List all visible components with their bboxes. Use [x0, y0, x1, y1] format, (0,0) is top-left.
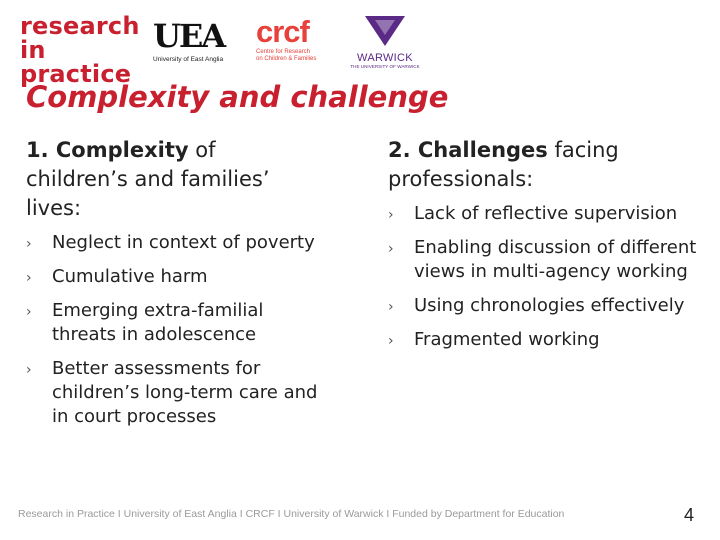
- crcf-logo: [256, 16, 336, 63]
- list-item: [26, 299, 326, 347]
- crcf-logo-mark: crcf: [256, 14, 309, 49]
- right-heading-bold: 2. Challenges: [388, 138, 548, 162]
- right-bullet-list: [388, 202, 708, 352]
- chevron-right-icon: ›: [26, 236, 32, 252]
- chevron-right-icon: ›: [26, 270, 32, 286]
- left-heading-bold: 1. Complexity: [26, 138, 189, 162]
- left-column-heading: [26, 136, 316, 223]
- list-item-text: Emerging extra-familial threats in adolescence: [52, 300, 264, 345]
- list-item: [388, 236, 708, 284]
- list-item-text: Lack of reflective supervision: [414, 203, 678, 224]
- left-heading-rest: of children’s and families’ lives:: [26, 138, 270, 220]
- warwick-logo-subtitle: THE UNIVERSITY OF WARWICK: [350, 64, 420, 69]
- chevron-right-icon: ›: [388, 207, 394, 223]
- chevron-right-icon: ›: [388, 241, 394, 257]
- right-heading-rest: facing professionals:: [388, 138, 619, 191]
- slide-title: Complexity and challenge: [26, 80, 449, 114]
- list-item: [388, 202, 708, 226]
- list-item-text: Fragmented working: [414, 329, 600, 350]
- right-column-heading: [388, 136, 708, 194]
- chevron-right-icon: ›: [26, 362, 32, 378]
- warwick-logo-name: WARWICK: [357, 52, 413, 64]
- right-column: [388, 136, 708, 362]
- list-item: [26, 265, 326, 289]
- footer-credits: Research in Practice I University of East Anglia I CRCF I University of Warwick I Funded by Department for Education: [18, 508, 565, 520]
- crcf-subtitle-line1: Centre for Research: [256, 49, 311, 55]
- warwick-logo: [346, 16, 424, 69]
- left-column: [26, 136, 326, 439]
- page-number: 4: [683, 505, 694, 525]
- crcf-logo-subtitle: [256, 49, 336, 63]
- logo-rip-line1: research: [20, 12, 140, 40]
- warwick-crest-icon: [365, 16, 405, 46]
- list-item-text: Neglect in context of poverty: [52, 232, 315, 253]
- crcf-subtitle-line2: on Children & Families: [256, 56, 317, 62]
- list-item: [388, 328, 708, 352]
- uea-logo-subtitle: University of East Anglia: [153, 56, 224, 63]
- list-item: [388, 294, 708, 318]
- uea-logo-mark: [153, 18, 235, 54]
- list-item-text: Cumulative harm: [52, 266, 208, 287]
- chevron-right-icon: ›: [388, 333, 394, 349]
- list-item: [26, 231, 326, 255]
- research-in-practice-logo: [20, 14, 138, 86]
- list-item-text: Using chronologies effectively: [414, 295, 685, 316]
- list-item: [26, 357, 326, 429]
- left-bullet-list: [26, 231, 326, 429]
- logo-rip-line2: in practice: [20, 36, 132, 88]
- uea-logo-text: UEA: [153, 17, 225, 55]
- chevron-right-icon: ›: [26, 304, 32, 320]
- list-item-text: Enabling discussion of different views in multi-agency working: [414, 237, 697, 282]
- list-item-text: Better assessments for children’s long-term care and in court processes: [52, 358, 318, 427]
- uea-logo: [153, 18, 235, 63]
- chevron-right-icon: ›: [388, 299, 394, 315]
